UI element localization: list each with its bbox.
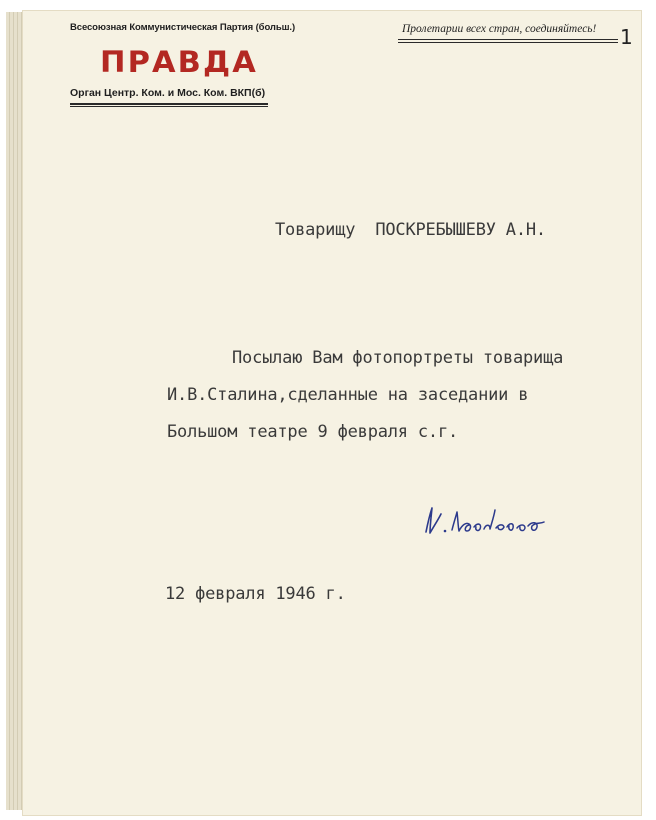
body-line: Большом театре 9 февраля с.г. — [167, 422, 459, 442]
body-line: И.В.Сталина,сделанные на заседании в — [167, 385, 529, 405]
slogan-rule — [398, 39, 618, 40]
organ-rule-thin — [70, 106, 268, 107]
page-number: 1 — [620, 25, 633, 49]
body-line: Посылаю Вам фотопортреты товарища — [232, 348, 564, 368]
party-name: Всесоюзная Коммунистическая Партия (больш.) — [70, 22, 296, 33]
addressee-line: Товарищу ПОСКРЕБЫШЕВУ А.Н. — [275, 220, 546, 240]
letter-sheet — [22, 10, 642, 816]
organ-line: Орган Центр. Ком. и Мос. Ком. ВКП(б) — [70, 87, 266, 99]
slogan: Пролетарии всех стран, соединяйтесь! — [402, 23, 597, 35]
organ-rule — [70, 103, 268, 105]
handwritten-signature — [420, 500, 552, 540]
date-line: 12 февраля 1946 г. — [165, 584, 346, 604]
newspaper-title: ПРАВДА — [100, 45, 258, 79]
slogan-rule-second — [398, 42, 618, 43]
